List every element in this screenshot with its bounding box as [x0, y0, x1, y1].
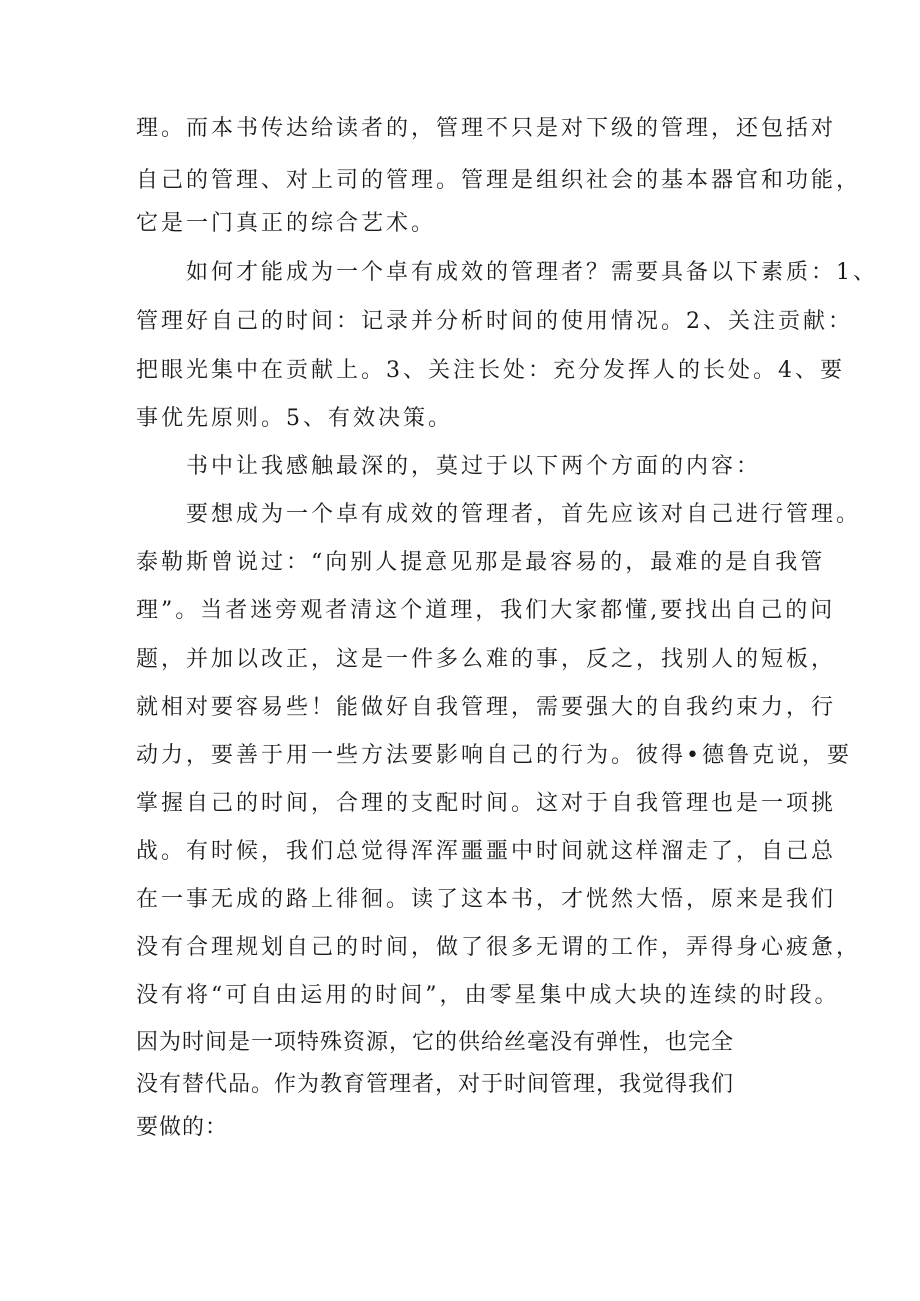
- text-line: 事优先原则。5、有效决策。: [136, 406, 453, 431]
- text-line: 没有替代品。作为教育管理者，对于时间管理，我觉得我们: [136, 1072, 735, 1097]
- text-line: 题，并加以改正，这是一件多么难的事，反之，找别人的短板，: [136, 647, 837, 672]
- text-line: 没有合理规划自己的时间，做了很多无谓的工作，弄得身心疲惫，: [136, 935, 862, 960]
- text-line: 自己的管理、对上司的管理。管理是组织社会的基本器官和功能，: [136, 168, 862, 193]
- text-line: 泰勒斯曾说过：“向别人提意见那是最容易的，最难的是自我管: [136, 550, 826, 575]
- text-line: 把眼光集中在贡献上。3、关注长处：充分发挥人的长处。4、要: [136, 358, 845, 383]
- text-line: 掌握自己的时间，合理的支配时间。这对于自我管理也是一项挑: [136, 791, 837, 816]
- text-line: 在一事无成的路上徘徊。读了这本书，才恍然大悟，原来是我们: [136, 887, 837, 912]
- text-line: 要想成为一个卓有成效的管理者，首先应该对自己进行管理。: [136, 502, 862, 527]
- text-line: 要做的：: [136, 1115, 229, 1140]
- text-line: 理”。当者迷旁观者清这个道理，我们大家都懂,要找出自己的问: [136, 598, 836, 623]
- text-line: 理。而本书传达给读者的，管理不只是对下级的管理，还包括对: [136, 116, 837, 141]
- text-line: 动力，要善于用一些方法要影响自己的行为。彼得•德鲁克说，要: [136, 743, 852, 768]
- text-line: 它是一门真正的综合艺术。: [136, 211, 437, 236]
- text-line: 管理好自己的时间：记录并分析时间的使用情况。2、关注贡献：: [136, 309, 853, 334]
- text-line: 如何才能成为一个卓有成效的管理者？需要具备以下素质：1、: [136, 260, 878, 285]
- text-line: 就相对要容易些！能做好自我管理，需要强大的自我约束力，行: [136, 695, 837, 720]
- text-line: 书中让我感触最深的，莫过于以下两个方面的内容：: [136, 454, 762, 479]
- text-line: 因为时间是一项特殊资源，它的供给丝毫没有弹性，也完全: [136, 1030, 735, 1055]
- text-line: 战。有时候，我们总觉得浑浑噩噩中时间就这样溜走了，自己总: [136, 839, 837, 864]
- text-line: 没有将“可自由运用的时间”，由零星集中成大块的连续的时段。: [136, 983, 840, 1008]
